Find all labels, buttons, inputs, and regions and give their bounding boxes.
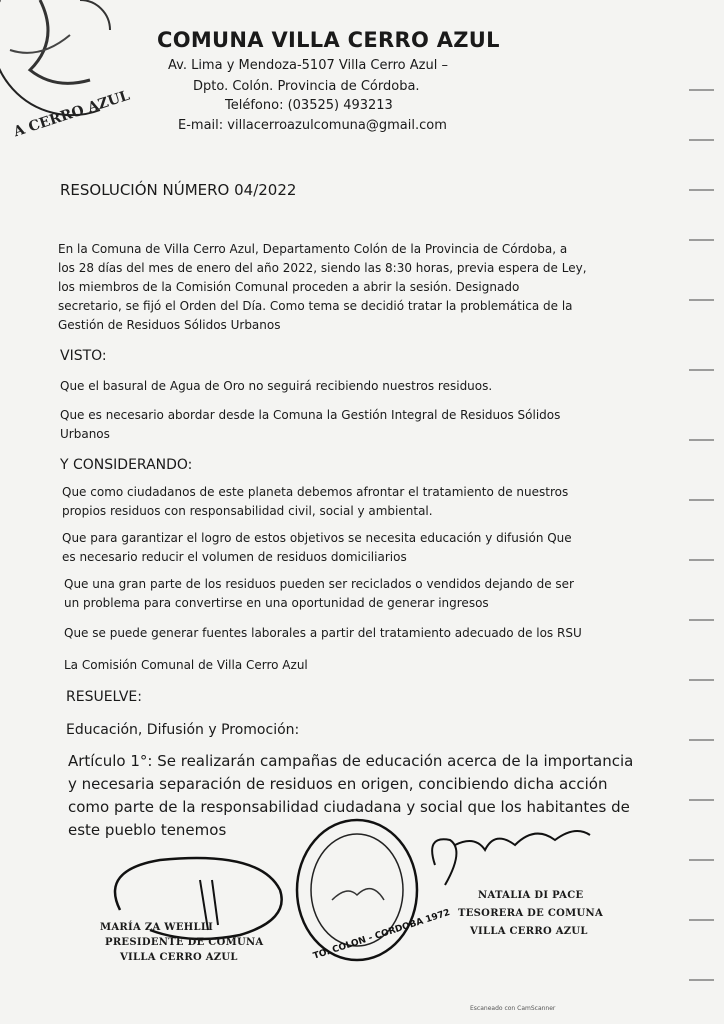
considerando-paragraph: un problema para convertirse en una oportunidad de generar ingresos xyxy=(64,596,489,610)
intro-line: los 28 días del mes de enero del año 2022, siendo las 8:30 horas, previa espera de Ley, xyxy=(58,261,587,275)
scanner-footer: Escaneado con CamScanner xyxy=(470,1005,556,1012)
president-role: PRESIDENTE DE COMUNA xyxy=(105,937,264,948)
considerando-paragraph: es necesario reducir el volumen de residuos domiciliarios xyxy=(62,550,407,564)
treasurer-name: NATALIA DI PACE xyxy=(478,890,584,901)
article-1-line: como parte de la responsabilidad ciudadana y social que los habitantes de xyxy=(68,798,630,816)
considerando-paragraph: Que para garantizar el logro de estos objetivos se necesita educación y difusión Que xyxy=(62,531,572,545)
intro-line: Gestión de Residuos Sólidos Urbanos xyxy=(58,318,281,332)
header-email: E-mail: villacerroazulcomuna@gmail.com xyxy=(178,118,447,133)
margin-ticks xyxy=(684,40,724,1000)
considerando-paragraph: La Comisión Comunal de Villa Cerro Azul xyxy=(64,658,308,672)
article-1-line: y necesaria separación de residuos en origen, concibiendo dicha acción xyxy=(68,775,608,793)
president-signature xyxy=(90,840,310,950)
intro-line: los miembros de la Comisión Comunal proceden a abrir la sesión. Designado xyxy=(58,280,520,294)
treasurer-signature xyxy=(415,805,605,895)
seal-text: TO. COLON - CORDOBA 1972 xyxy=(312,907,452,962)
resolution-title: RESOLUCIÓN NÚMERO 04/2022 xyxy=(60,181,297,199)
visto-paragraph: Urbanos xyxy=(60,427,110,441)
considerando-paragraph: Que se puede generar fuentes laborales a partir del tratamiento adecuado de los RSU xyxy=(64,626,582,640)
visto-heading: VISTO: xyxy=(60,348,107,364)
resuelve-subheading: Educación, Difusión y Promoción: xyxy=(66,722,300,738)
header-phone: Teléfono: (03525) 493213 xyxy=(225,98,393,113)
considerando-paragraph: propios residuos con responsabilidad civil, social y ambiental. xyxy=(62,504,433,518)
intro-line: En la Comuna de Villa Cerro Azul, Departamento Colón de la Provincia de Córdoba, a xyxy=(58,242,568,256)
intro-line: secretario, se fijó el Orden del Día. Como tema se decidió tratar la problemática de la xyxy=(58,299,573,313)
president-place: VILLA CERRO AZUL xyxy=(120,952,238,963)
visto-paragraph: Que el basural de Agua de Oro no seguirá recibiendo nuestros residuos. xyxy=(60,379,493,393)
header-title: COMUNA VILLA CERRO AZUL xyxy=(157,28,500,52)
comuna-logo xyxy=(0,0,132,141)
logo-text: A CERRO AZUL xyxy=(11,87,132,141)
treasurer-role: TESORERA DE COMUNA xyxy=(458,908,604,919)
comuna-seal xyxy=(292,815,452,965)
considerando-paragraph: Que una gran parte de los residuos pueden ser reciclados o vendidos dejando de ser xyxy=(64,577,574,591)
considerando-heading: Y CONSIDERANDO: xyxy=(60,457,193,473)
header-address-2: Dpto. Colón. Provincia de Córdoba. xyxy=(193,79,420,94)
article-1-line: Artículo 1°: Se realizarán campañas de educación acerca de la importancia xyxy=(68,752,634,770)
header-address-1: Av. Lima y Mendoza-5107 Villa Cerro Azul – xyxy=(168,58,448,73)
resuelve-heading: RESUELVE: xyxy=(66,689,142,705)
visto-paragraph: Que es necesario abordar desde la Comuna la Gestión Integral de Residuos Sólidos xyxy=(60,408,561,422)
considerando-paragraph: Que como ciudadanos de este planeta debemos afrontar el tratamiento de nuestros xyxy=(62,485,569,499)
article-1-line: este pueblo tenemos xyxy=(68,821,227,839)
treasurer-place: VILLA CERRO AZUL xyxy=(470,926,588,937)
president-name: MARÍA ZA WEHLLI xyxy=(100,922,214,933)
